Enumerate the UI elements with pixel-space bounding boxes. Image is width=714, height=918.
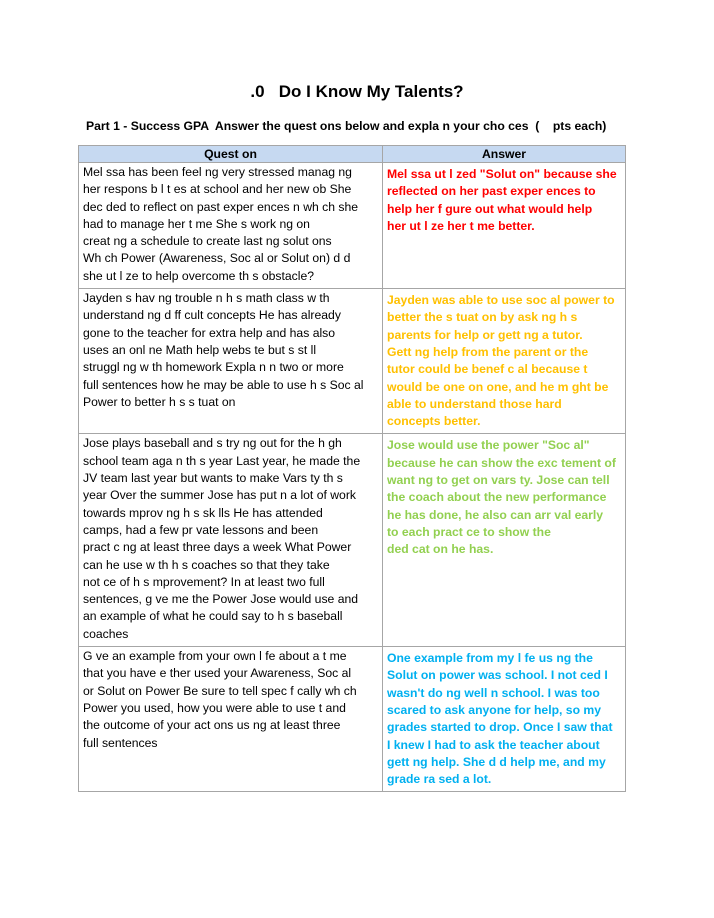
answer-text[interactable]: Mel ssa ut l zed "Solut on" because she reflected on her past exper ences to help her f gure out what would help her ut l ze her t me better. (387, 167, 617, 233)
question-text: G ve an example from your own l fe about a t me that you have e ther used your Awareness, Soc al or Solut on Power Be sure to tell spec f cally wh ch Power you used, how you were able to use t and the outcome of your act ons us ng at least three full sentences (83, 649, 357, 750)
answer-cell[interactable] (383, 647, 626, 792)
table-header-row (79, 146, 626, 163)
question-cell (79, 289, 383, 434)
table-row (79, 434, 626, 647)
table-row (79, 647, 626, 792)
question-text: Mel ssa has been feel ng very stressed manag ng her respons b l t es at school and her new ob She dec ded to reflect on past exper ences n wh ch she had to manage her t me She s work ng on creat ng a schedule to create last ng solut ons Wh ch Power (Awareness, Soc al or Solut on) d d she ut l ze to help overcome th s obstacle? (83, 165, 359, 283)
part-heading: Part 1 - Success GPA Answer the quest ons below and expla n your cho ces ( pts each) (86, 119, 607, 133)
answer-cell[interactable] (383, 163, 626, 289)
question-column-header: Quest on (79, 146, 383, 163)
question-cell (79, 163, 383, 289)
table-row (79, 289, 626, 434)
question-text: Jose plays baseball and s try ng out for the h gh school team aga n th s year Last year, he made the JV team last year but wants to make Vars ty th s year Over the summer Jose has put n a lot of work towards mprov ng h s sk lls He has attended camps, had a few pr vate lessons and been pract c ng at least three days a week What Power can he use w th h s coaches so that they take not ce of h s mprovement? In at least two full sentences, g ve me the Power Jose would use and an example of what he could say to h s baseball coaches (83, 436, 361, 641)
question-cell (79, 647, 383, 792)
answer-cell[interactable] (383, 289, 626, 434)
page-title: .0 Do I Know My Talents? (250, 82, 464, 101)
answer-text[interactable]: One example from my l fe us ng the Solut on power was school. I not ced I wasn't do ng well n school. I was too scared to ask anyone for help, so my grades started to drop. Once I saw that I knew I had to ask the teacher about gett ng help. She d d help me, and my grade ra sed a lot. (387, 651, 613, 787)
table-row (79, 163, 626, 289)
question-text: Jayden s hav ng trouble n h s math class w th understand ng d ff cult concepts He has already gone to the teacher for extra help and has also uses an onl ne Math help webs te but s st ll struggl ng w th homework Expla n n two or more full sentences how he may be able to use h s Soc al Power to better h s s tuat on (83, 291, 364, 409)
question-cell (79, 434, 383, 647)
answer-cell[interactable] (383, 434, 626, 647)
answer-text[interactable]: Jose would use the power "Soc al" because he can show the exc tement of want ng to get on vars ty. Jose can tell the coach about the new performance he has done, he also can arr val early to each pract ce to show the ded cat on he has. (387, 438, 616, 557)
question-answer-table (78, 145, 626, 792)
answer-text[interactable]: Jayden was able to use soc al power to better the s tuat on by ask ng h s parents for help or gett ng a tutor. Gett ng help from the parent or the tutor could be benef c al because t would be one on one, and he m ght be able to understand those hard concepts better. (387, 293, 615, 429)
answer-column-header: Answer (383, 146, 626, 163)
